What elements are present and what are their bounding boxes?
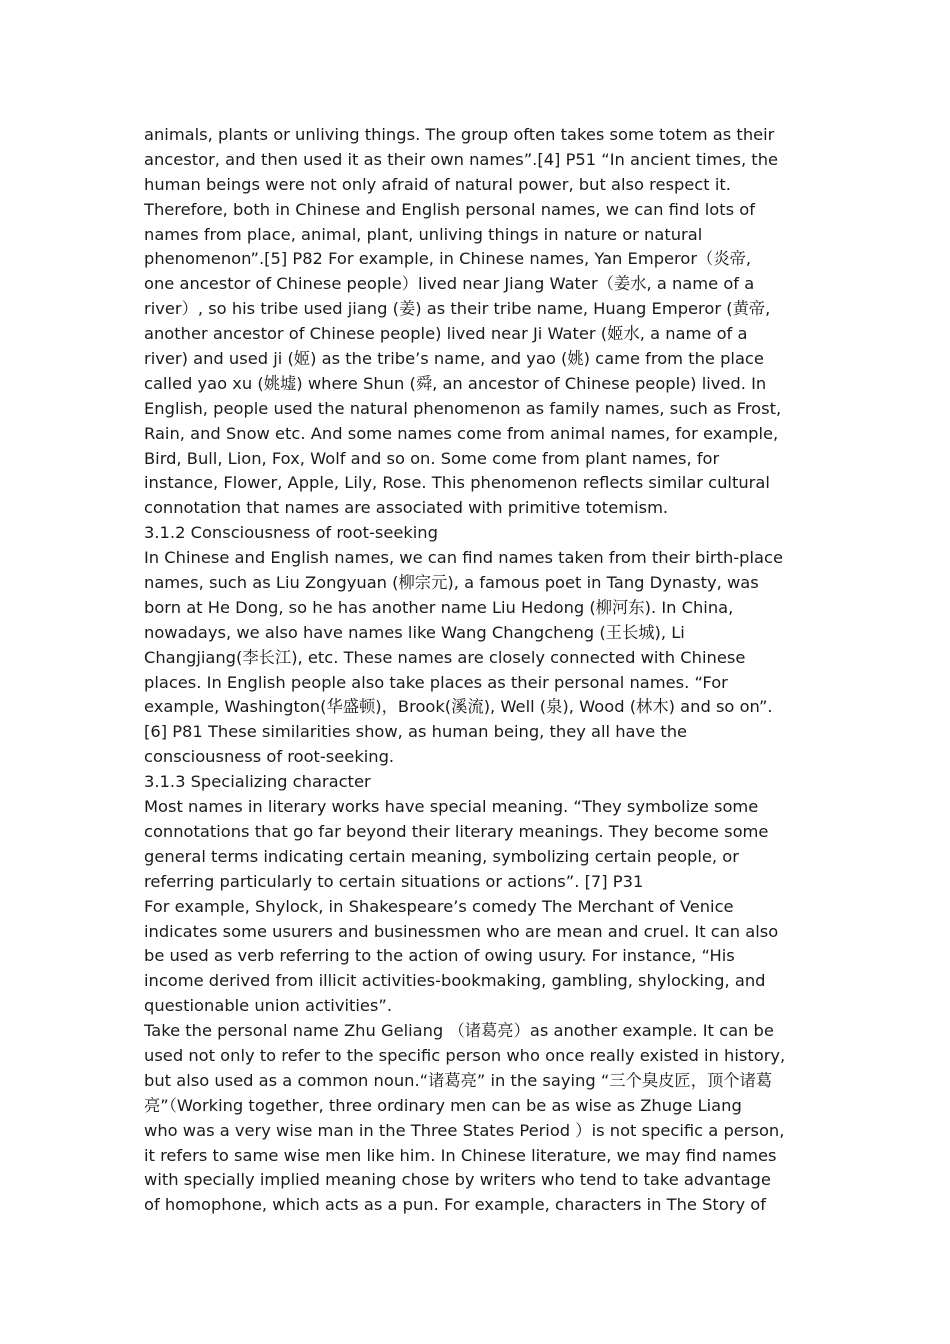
- text-line: instance, Flower, Apple, Lily, Rose. This phenomenon reflects similar cultural: [144, 473, 770, 493]
- text-line: born at He Dong, so he has another name Liu Hedong (柳河东). In China,: [144, 597, 734, 617]
- text-line: general terms indicating certain meaning, symbolizing certain people, or: [144, 846, 739, 866]
- text-line: of homophone, which acts as a pun. For example, characters in The Story of: [144, 1195, 766, 1215]
- text-line: be used as verb referring to the action of owing usury. For instance, “His: [144, 946, 735, 966]
- text-line: Take the personal name Zhu Geliang （诸葛亮）as another example. It can be: [144, 1021, 774, 1041]
- text-line: names from place, animal, plant, unliving things in nature or natural: [144, 224, 703, 244]
- text-line: Most names in literary works have special meaning. “They symbolize some: [144, 797, 759, 817]
- text-line: river) and used ji (姬) as the tribe’s name, and yao (姚) came from the place: [144, 349, 764, 369]
- text-line: 亮”（Working together, three ordinary men can be as wise as Zhuge Liang: [144, 1095, 742, 1115]
- text-line: connotations that go far beyond their literary meanings. They become some: [144, 821, 769, 841]
- text-line: river）, so his tribe used jiang (姜) as their tribe name, Huang Emperor (黄帝,: [144, 299, 771, 319]
- text-line: with specially implied meaning chose by writers who tend to take advantage: [144, 1170, 771, 1190]
- text-line: places. In English people also take places as their personal names. “For: [144, 672, 728, 692]
- text-line: For example, Shylock, in Shakespeare’s comedy The Merchant of Venice: [144, 896, 734, 916]
- text-line: consciousness of root-seeking.: [144, 747, 395, 767]
- text-line: referring particularly to certain situations or actions”. [7] P31: [144, 871, 644, 891]
- text-line: Rain, and Snow etc. And some names come from animal names, for example,: [144, 423, 779, 443]
- text-line: Bird, Bull, Lion, Fox, Wolf and so on. Some come from plant names, for: [144, 448, 720, 468]
- text-line: questionable union activities”.: [144, 996, 392, 1016]
- text-line: another ancestor of Chinese people) lived near Ji Water (姬水, a name of a: [144, 324, 748, 344]
- text-line: but also used as a common noun.“诸葛亮” in the saying “三个臭皮匠，顶个诸葛: [144, 1070, 773, 1090]
- text-line: who was a very wise man in the Three States Period ）is not specific a person,: [144, 1120, 785, 1140]
- text-line: phenomenon”.[5] P82 For example, in Chinese names, Yan Emperor（炎帝,: [144, 249, 752, 269]
- text-line: it refers to same wise men like him. In Chinese literature, we may find names: [144, 1145, 777, 1165]
- text-line: one ancestor of Chinese people）lived near Jiang Water（姜水, a name of a: [144, 274, 755, 294]
- section-heading: 3.1.2 Consciousness of root-seeking: [144, 523, 438, 543]
- text-line: used not only to refer to the specific person who once really existed in history,: [144, 1045, 786, 1065]
- text-line: indicates some usurers and businessmen who are mean and cruel. It can also: [144, 921, 779, 941]
- text-line: connotation that names are associated with primitive totemism.: [144, 498, 669, 518]
- text-line: income derived from illicit activities-bookmaking, gambling, shylocking, and: [144, 971, 766, 991]
- text-line: English, people used the natural phenomenon as family names, such as Frost,: [144, 398, 782, 418]
- text-line: ancestor, and then used it as their own names”.[4] P51 “In ancient times, the: [144, 149, 779, 169]
- text-line: names, such as Liu Zongyuan (柳宗元), a famous poet in Tang Dynasty, was: [144, 573, 759, 593]
- text-line: example, Washington(华盛顿)，Brook(溪流), Well (泉), Wood (林木) and so on”.: [144, 697, 773, 717]
- text-line: In Chinese and English names, we can find names taken from their birth-place: [144, 548, 783, 568]
- document-body: [144, 123, 812, 1218]
- text-line: called yao xu (姚墟) where Shun (舜, an ancestor of Chinese people) lived. In: [144, 373, 767, 393]
- text-line: human beings were not only afraid of natural power, but also respect it.: [144, 174, 731, 194]
- text-line: nowadays, we also have names like Wang Changcheng (王长城), Li: [144, 622, 685, 642]
- text-line: animals, plants or unliving things. The group often takes some totem as their: [144, 125, 775, 144]
- section-heading: 3.1.3 Specializing character: [144, 772, 371, 792]
- text-line: Changjiang(李长江), etc. These names are closely connected with Chinese: [144, 647, 746, 667]
- text-line: [6] P81 These similarities show, as human being, they all have the: [144, 722, 688, 742]
- text-line: Therefore, both in Chinese and English personal names, we can find lots of: [144, 199, 755, 219]
